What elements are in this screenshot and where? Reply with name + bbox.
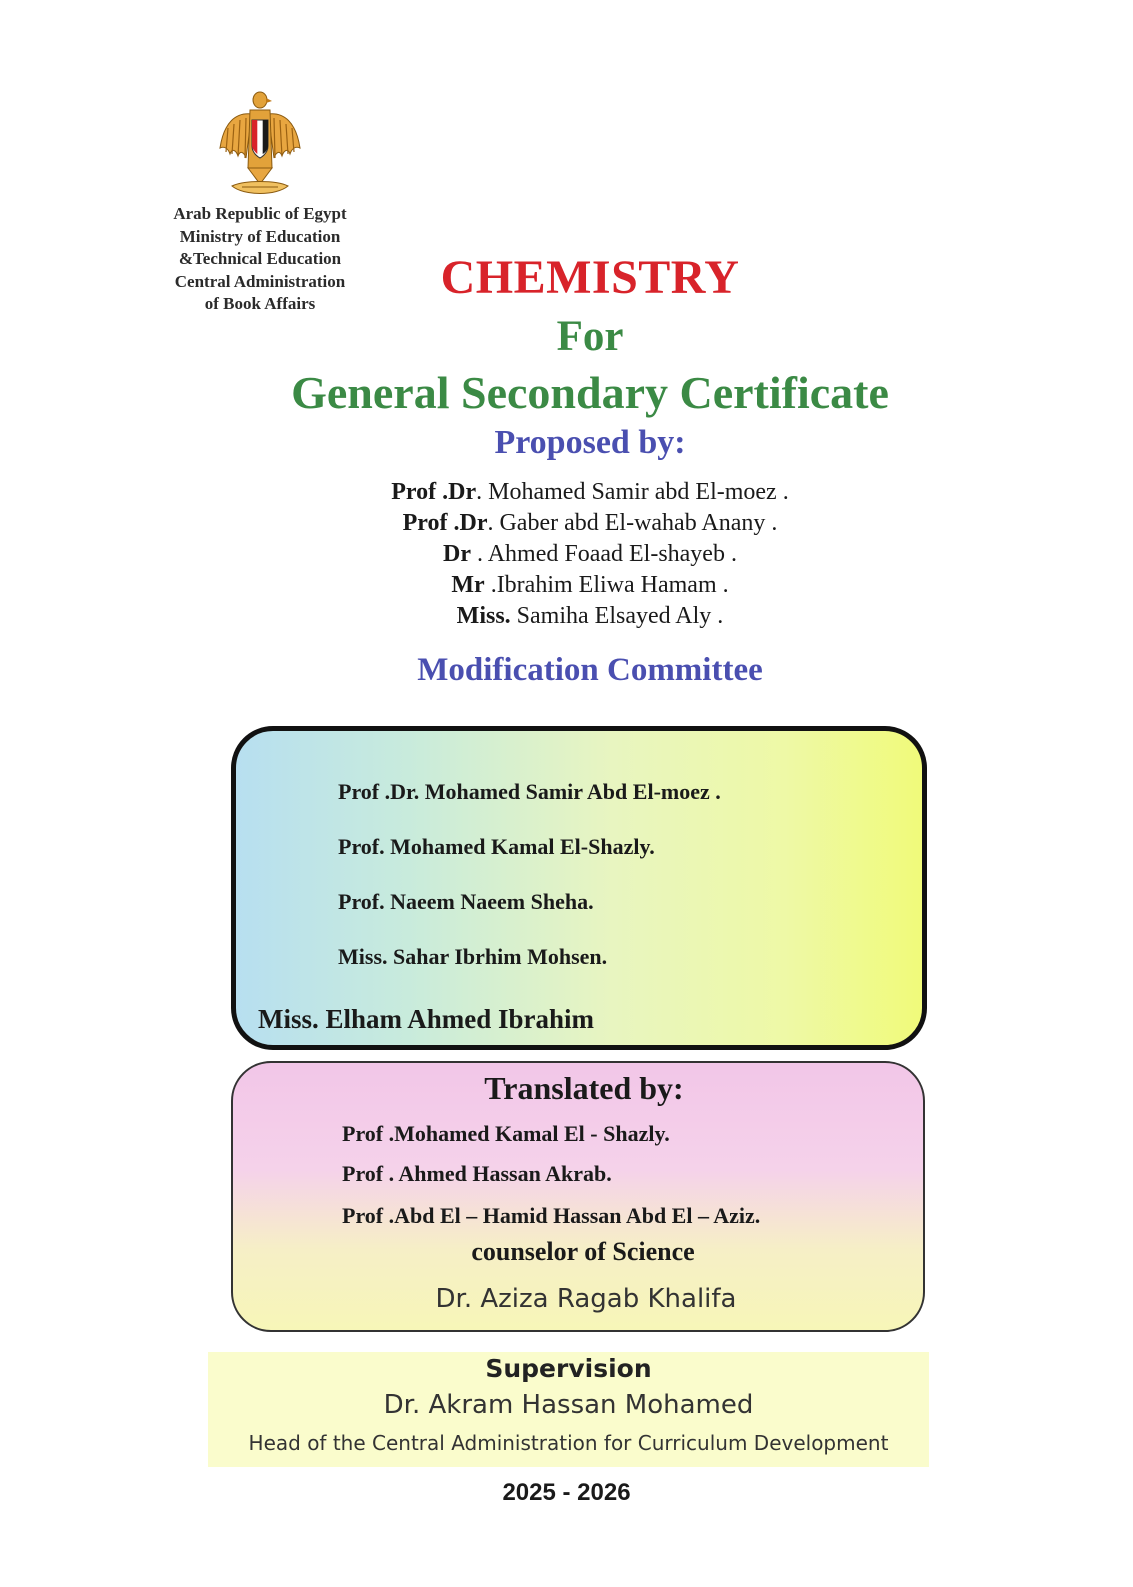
author-name: . Gaber abd El-wahab Anany . xyxy=(487,510,778,536)
author-name: . Ahmed Foaad El-shayeb . xyxy=(471,541,737,567)
author-line xyxy=(0,539,1133,570)
translator: Prof .Mohamed Kamal El - Shazly. xyxy=(342,1121,670,1146)
egypt-eagle-emblem-icon xyxy=(214,88,306,206)
book-title-for: For xyxy=(556,313,624,360)
committee-member: Prof. Naeem Naeem Sheha. xyxy=(338,889,594,914)
committee-member: Miss. Elham Ahmed Ibrahim xyxy=(258,1004,595,1034)
author-name: .Ibrahim Eliwa Hamam . xyxy=(484,572,729,598)
supervisor-role: Head of the Central Administration for Curriculum Development xyxy=(248,1431,889,1455)
author-line xyxy=(0,601,1133,632)
book-level-title: General Secondary Certificate xyxy=(291,367,889,418)
modification-committee-heading: Modification Committee xyxy=(417,652,763,688)
author-prefix: Dr xyxy=(443,541,472,567)
authors-list xyxy=(0,477,1133,632)
ministry-line: Arab Republic of Egypt xyxy=(173,204,347,223)
committee-member: Miss. Sahar Ibrhim Mohsen. xyxy=(338,944,608,969)
supervisor-name: Dr. Akram Hassan Mohamed xyxy=(383,1390,754,1420)
modification-committee-box xyxy=(231,726,927,1050)
author-line xyxy=(0,508,1133,539)
author-prefix: Miss. xyxy=(456,603,511,629)
author-prefix: Prof .Dr xyxy=(402,510,488,536)
supervision-heading: Supervision xyxy=(485,1354,652,1383)
academic-year: 2025 - 2026 xyxy=(502,1479,631,1506)
author-name: . Mohamed Samir abd El-moez . xyxy=(476,479,789,505)
counselor-name: Dr. Aziza Ragab Khalifa xyxy=(435,1284,737,1314)
proposed-by-heading: Proposed by: xyxy=(494,424,686,461)
translator: Prof .Abd El – Hamid Hassan Abd El – Aziz. xyxy=(342,1203,761,1228)
counselor-heading: counselor of Science xyxy=(471,1237,695,1266)
committee-member: Prof. Mohamed Kamal El-Shazly. xyxy=(338,834,655,859)
ministry-line: of Book Affairs xyxy=(204,294,316,313)
author-name: Samiha Elsayed Aly . xyxy=(510,603,724,629)
author-line xyxy=(0,477,1133,508)
translated-by-heading: Translated by: xyxy=(484,1070,684,1106)
author-line xyxy=(0,570,1133,601)
ministry-line: &Technical Education xyxy=(178,249,342,268)
book-subject-title: CHEMISTRY xyxy=(440,251,740,304)
author-prefix: Mr xyxy=(451,572,485,598)
author-prefix: Prof .Dr xyxy=(391,479,477,505)
committee-member: Prof .Dr. Mohamed Samir Abd El-moez . xyxy=(338,779,721,804)
ministry-line: Ministry of Education xyxy=(179,226,341,246)
ministry-line: Central Administration xyxy=(174,271,346,291)
translator: Prof . Ahmed Hassan Akrab. xyxy=(342,1161,612,1186)
